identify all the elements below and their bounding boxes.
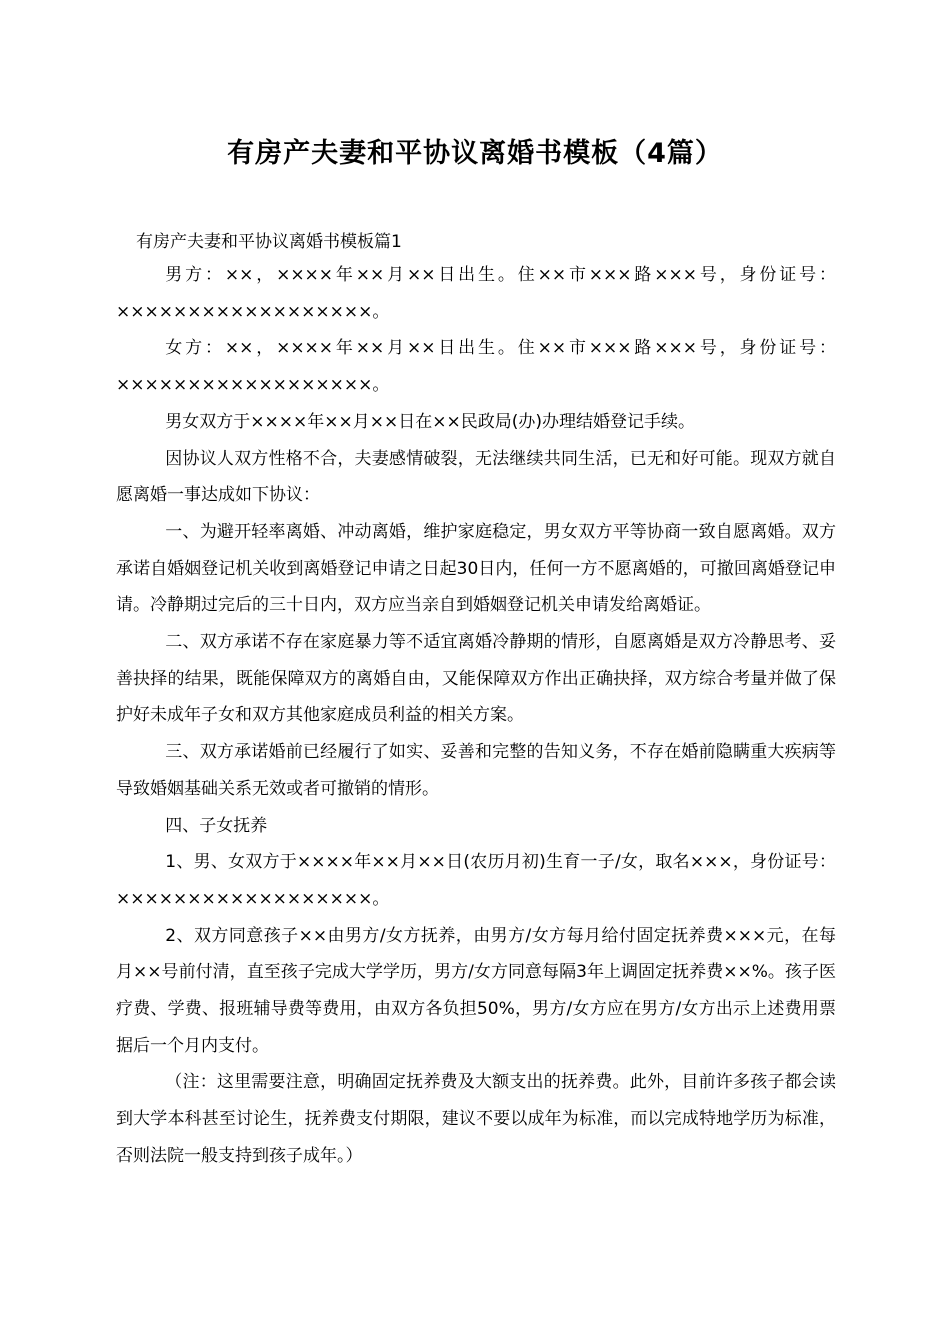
paragraph-divorce-reason: 因协议人双方性格不合，夫妻感情破裂，无法继续共同生活，已无和好可能。现双方就自愿离婚一事达成如下协议： xyxy=(116,448,836,506)
paragraph-wife-info: 女方：××，××××年××月××日出生。住××市×××路×××号，身份证号：××××××××××××××××××。 xyxy=(116,338,836,396)
section-heading: 有房产夫妻和平协议离婚书模板篇1 xyxy=(136,232,402,252)
paragraph-clause-2: 二、双方承诺不存在家庭暴力等不适宜离婚冷静期的情形，自愿离婚是双方冷静思考、妥善抉择的结果，既能保障双方的离婚自由，又能保障双方作出正确抉择，双方综合考量并做了保护好未成年子女和双方其他家庭成员利益的相关方案。 xyxy=(116,632,836,726)
paragraph-clause-4-heading: 四、子女抚养 xyxy=(165,815,268,836)
paragraph-husband-info: 男方：××，××××年××月××日出生。住××市×××路×××号，身份证号：××××××××××××××××××。 xyxy=(116,265,836,322)
paragraph-child-support: 2、双方同意孩子××由男方/女方抚养，由男方/女方每月给付固定抚养费×××元，在每月××号前付清，直至孩子完成大学学历，男方/女方同意每隔3年上调固定抚养费××%。孩子医疗费、学费、报班辅导费等费用，由双方各负担50%，男方/女方应在男方/女方出示上述费用票据后一个月内支付。 xyxy=(116,925,836,1056)
paragraph-clause-3: 三、双方承诺婚前已经履行了如实、妥善和完整的告知义务，不存在婚前隐瞒重大疾病等导致婚姻基础关系无效或者可撤销的情形。 xyxy=(116,742,836,799)
paragraph-note: （注：这里需要注意，明确固定抚养费及大额支出的抚养费。此外，目前许多孩子都会读到大学本科甚至讨论生，抚养费支付期限，建议不要以成年为标准，而以完成特地学历为标准，否则法院一般支持到孩子成年。） xyxy=(116,1072,836,1166)
paragraph-marriage-registration: 男女双方于××××年××月××日在××民政局(办)办理结婚登记手续。 xyxy=(165,411,696,432)
paragraph-child-info: 1、男、女双方于××××年××月××日(农历月初)生育一子/女，取名×××，身份证号：××××××××××××××××××。 xyxy=(116,852,836,909)
document-title: 有房产夫妻和平协议离婚书模板（4篇） xyxy=(227,138,723,169)
document-body xyxy=(116,257,836,1175)
paragraph-clause-1: 一、为避开轻率离婚、冲动离婚，维护家庭稳定，男女双方平等协商一致自愿离婚。双方承诺自婚姻登记机关收到离婚登记申请之日起30日内，任何一方不愿离婚的，可撤回离婚登记申请。冷静期过完后的三十日内，双方应当亲自到婚姻登记机关申请发给离婚证。 xyxy=(116,521,836,616)
